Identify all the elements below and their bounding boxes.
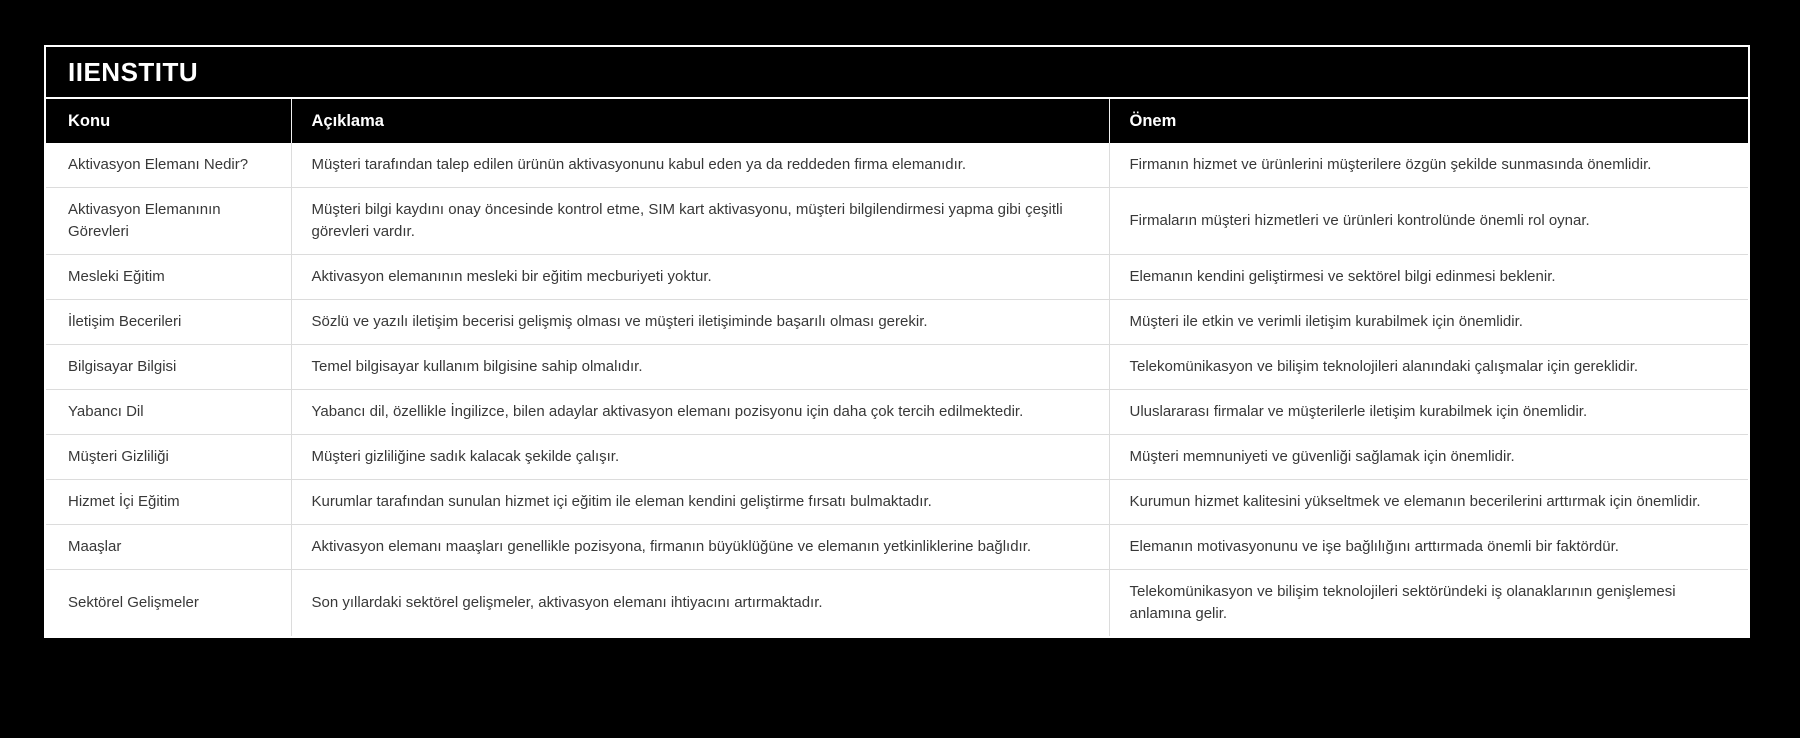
info-table-panel <box>44 45 1750 638</box>
cell-aciklama: Aktivasyon elemanının mesleki bir eğitim mecburiyeti yoktur. <box>291 255 1109 300</box>
cell-onem: Telekomünikasyon ve bilişim teknolojileri sektöründeki iş olanaklarının genişlemesi anlamına gelir. <box>1109 570 1748 637</box>
cell-konu: Mesleki Eğitim <box>46 255 291 300</box>
cell-konu: Aktivasyon Elemanının Görevleri <box>46 188 291 255</box>
cell-aciklama: Kurumlar tarafından sunulan hizmet içi eğitim ile eleman kendini geliştirme fırsatı bulmaktadır. <box>291 480 1109 525</box>
cell-aciklama: Yabancı dil, özellikle İngilizce, bilen adaylar aktivasyon elemanı pozisyonu için daha çok tercih edilmektedir. <box>291 390 1109 435</box>
cell-konu: Bilgisayar Bilgisi <box>46 345 291 390</box>
column-header-aciklama: Açıklama <box>291 99 1109 143</box>
table-row <box>46 435 1748 480</box>
cell-konu: Sektörel Gelişmeler <box>46 570 291 637</box>
cell-konu: Yabancı Dil <box>46 390 291 435</box>
table-row <box>46 188 1748 255</box>
cell-onem: Müşteri ile etkin ve verimli iletişim kurabilmek için önemlidir. <box>1109 300 1748 345</box>
cell-konu: Aktivasyon Elemanı Nedir? <box>68 156 249 173</box>
cell-aciklama: Müşteri gizliliğine sadık kalacak şekilde çalışır. <box>291 435 1109 480</box>
cell-konu: Hizmet İçi Eğitim <box>46 480 291 525</box>
brand-title: IIENSTITU <box>46 47 1748 99</box>
cell-onem: Elemanın kendini geliştirmesi ve sektörel bilgi edinmesi beklenir. <box>1109 255 1748 300</box>
column-header-konu: Konu <box>46 99 291 143</box>
table-row <box>46 480 1748 525</box>
cell-aciklama: Aktivasyon elemanı maaşları genellikle pozisyona, firmanın büyüklüğüne ve elemanın yetkinliklerine bağlıdır. <box>291 525 1109 570</box>
cell-onem: Kurumun hizmet kalitesini yükseltmek ve elemanın becerilerini arttırmak için önemlidir. <box>1109 480 1748 525</box>
table-row <box>46 570 1748 637</box>
info-table <box>46 99 1748 636</box>
cell-aciklama: Sözlü ve yazılı iletişim becerisi gelişmiş olması ve müşteri iletişiminde başarılı olması gerekir. <box>291 300 1109 345</box>
cell-onem: Elemanın motivasyonunu ve işe bağlılığını arttırmada önemli bir faktördür. <box>1109 525 1748 570</box>
cell-onem: Firmaların müşteri hizmetleri ve ürünleri kontrolünde önemli rol oynar. <box>1109 188 1748 255</box>
cell-aciklama: Müşteri bilgi kaydını onay öncesinde kontrol etme, SIM kart aktivasyonu, müşteri bilgilendirmesi yapma gibi çeşitli görevleri vardır. <box>291 188 1109 255</box>
cell-onem: Telekomünikasyon ve bilişim teknolojileri alanındaki çalışmalar için gereklidir. <box>1109 345 1748 390</box>
table-body <box>46 143 1748 636</box>
table-row <box>46 525 1748 570</box>
cell-aciklama: Son yıllardaki sektörel gelişmeler, aktivasyon elemanı ihtiyacını artırmaktadır. <box>291 570 1109 637</box>
table-header-row <box>46 99 1748 143</box>
cell-onem: Firmanın hizmet ve ürünlerini müşterilere özgün şekilde sunmasında önemlidir. <box>1109 143 1748 188</box>
cell-aciklama: Temel bilgisayar kullanım bilgisine sahip olmalıdır. <box>291 345 1109 390</box>
table-row <box>46 255 1748 300</box>
cell-konu: İletişim Becerileri <box>46 300 291 345</box>
table-row <box>46 390 1748 435</box>
table-row <box>46 300 1748 345</box>
cell-onem: Müşteri memnuniyeti ve güvenliği sağlamak için önemlidir. <box>1109 435 1748 480</box>
table-row <box>46 345 1748 390</box>
cell-aciklama: Müşteri tarafından talep edilen ürünün aktivasyonunu kabul eden ya da reddeden firma elemanıdır. <box>291 143 1109 188</box>
table-row <box>46 143 1748 188</box>
column-header-onem: Önem <box>1109 99 1748 143</box>
cell-konu: Maaşlar <box>46 525 291 570</box>
cell-konu: Müşteri Gizliliği <box>46 435 291 480</box>
cell-onem: Uluslararası firmalar ve müşterilerle iletişim kurabilmek için önemlidir. <box>1109 390 1748 435</box>
